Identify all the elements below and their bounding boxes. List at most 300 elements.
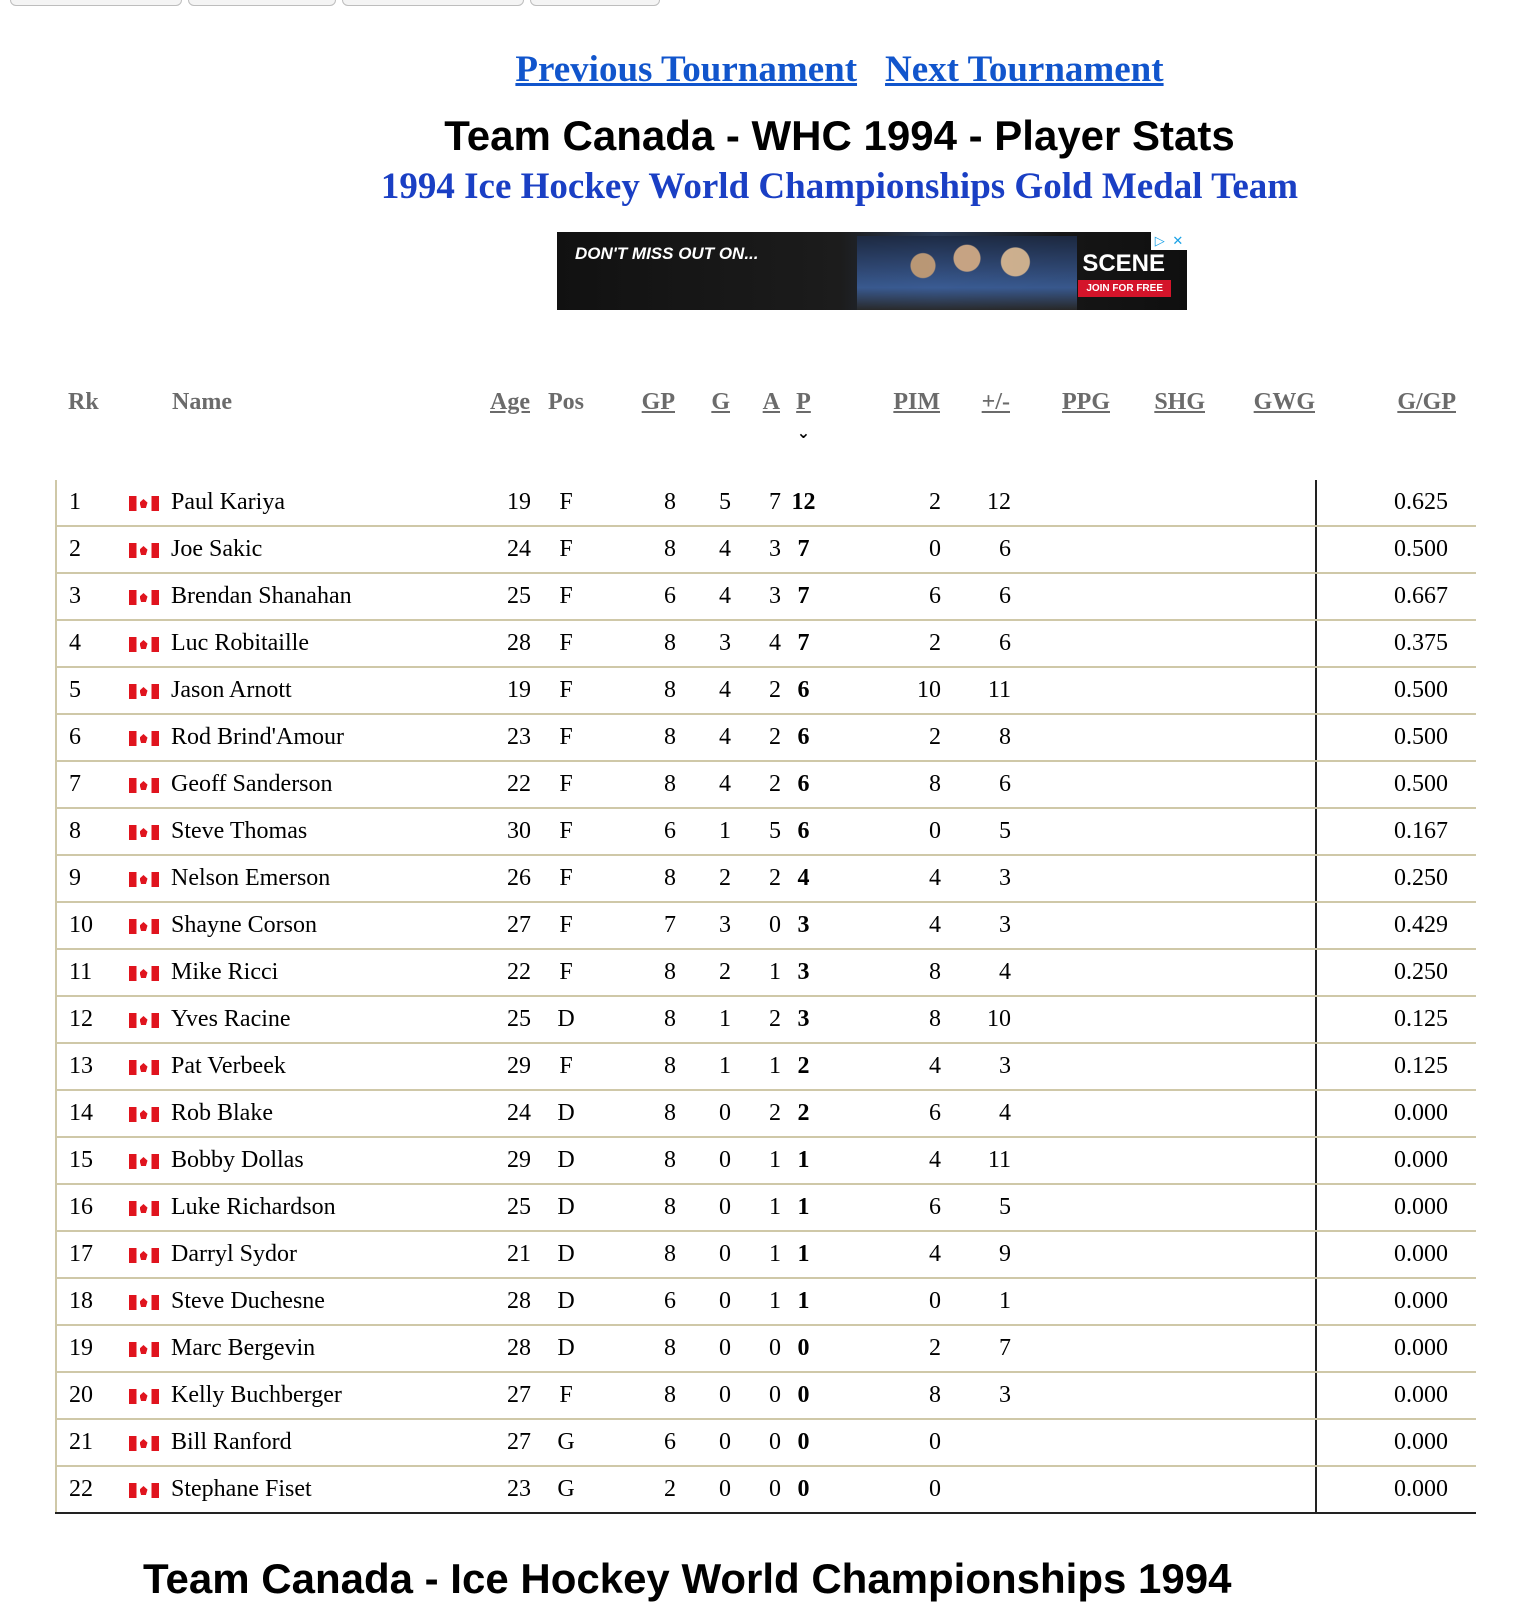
cell-player-name: Shayne Corson (171, 902, 471, 949)
cell-age: 29 (471, 1137, 531, 1184)
cell-ppg (1011, 1278, 1111, 1325)
cell-rk: 21 (56, 1419, 116, 1466)
ad-controls (1151, 232, 1187, 250)
cell-g: 1 (676, 808, 731, 855)
cell-pim: 2 (826, 620, 941, 667)
cell-shg (1111, 714, 1206, 761)
ad-close-icon[interactable]: ✕ (1172, 233, 1184, 249)
cell-gwg (1206, 902, 1316, 949)
cell-g: 0 (676, 1137, 731, 1184)
canada-flag-icon (129, 684, 159, 699)
cell-points: 2 (781, 1043, 826, 1090)
cell-pim: 0 (826, 1419, 941, 1466)
cell-g: 0 (676, 1231, 731, 1278)
canada-flag-icon (129, 590, 159, 605)
canada-flag-icon (129, 1060, 159, 1075)
col-flag (116, 375, 171, 480)
cell-age: 26 (471, 855, 531, 902)
canada-flag-icon (129, 1483, 159, 1498)
cell-player-name: Steve Thomas (171, 808, 471, 855)
cell-flag (116, 573, 171, 620)
cell-rk: 17 (56, 1231, 116, 1278)
cell-a: 2 (731, 1090, 781, 1137)
cell-flag (116, 480, 171, 526)
cell-pos: F (531, 1043, 601, 1090)
top-tab-strip (10, 0, 660, 6)
cell-gp: 6 (601, 1278, 676, 1325)
cell-flag (116, 761, 171, 808)
cell-a: 4 (731, 620, 781, 667)
cell-player-name: Joe Sakic (171, 526, 471, 573)
cell-points: 0 (781, 1466, 826, 1513)
cell-points: 3 (781, 949, 826, 996)
cell-gp: 8 (601, 855, 676, 902)
cell-rk: 9 (56, 855, 116, 902)
cell-gp: 8 (601, 1137, 676, 1184)
cell-player-name: Yves Racine (171, 996, 471, 1043)
cell-player-name: Darryl Sydor (171, 1231, 471, 1278)
cell-gwg (1206, 573, 1316, 620)
cell-a: 0 (731, 1372, 781, 1419)
cell-gwg (1206, 808, 1316, 855)
cell-ppg (1011, 480, 1111, 526)
cell-g: 5 (676, 480, 731, 526)
cell-plus-minus: 6 (941, 573, 1011, 620)
cell-g: 2 (676, 949, 731, 996)
col-g[interactable]: G (711, 389, 730, 415)
cell-a: 2 (731, 761, 781, 808)
cell-pim: 4 (826, 1231, 941, 1278)
cell-player-name: Marc Bergevin (171, 1325, 471, 1372)
cell-pim: 4 (826, 902, 941, 949)
cell-rk: 2 (56, 526, 116, 573)
table-header-row (56, 375, 1476, 480)
cell-ppg (1011, 573, 1111, 620)
cell-rk: 7 (56, 761, 116, 808)
cell-plus-minus: 4 (941, 949, 1011, 996)
cell-g-per-gp: 0.000 (1316, 1184, 1476, 1231)
cell-gwg (1206, 1231, 1316, 1278)
col-pos: Pos (548, 389, 584, 415)
cell-pos: D (531, 1184, 601, 1231)
cell-pim: 0 (826, 526, 941, 573)
section-title: Team Canada - Ice Hockey World Championships 1994 (143, 1555, 1232, 1602)
cell-pos: F (531, 480, 601, 526)
cell-points: 7 (781, 526, 826, 573)
cell-pim: 4 (826, 1043, 941, 1090)
cell-a: 2 (731, 996, 781, 1043)
cell-player-name: Rob Blake (171, 1090, 471, 1137)
col-g-per-gp[interactable]: G/GP (1397, 389, 1456, 415)
next-tournament-link[interactable]: Next Tournament (885, 49, 1164, 90)
cell-flag (116, 996, 171, 1043)
canada-flag-icon (129, 919, 159, 934)
col-gp[interactable]: GP (641, 389, 675, 415)
cell-age: 19 (471, 480, 531, 526)
cell-age: 28 (471, 620, 531, 667)
cell-age: 27 (471, 1372, 531, 1419)
cell-g-per-gp: 0.000 (1316, 1419, 1476, 1466)
table-body (56, 480, 1476, 1513)
ad-banner[interactable] (557, 232, 1187, 310)
cell-pos: F (531, 902, 601, 949)
cell-pim: 6 (826, 1090, 941, 1137)
cell-g-per-gp: 0.667 (1316, 573, 1476, 620)
cell-points: 2 (781, 1090, 826, 1137)
col-rk: Rk (68, 389, 99, 415)
cell-plus-minus: 12 (941, 480, 1011, 526)
cell-g: 1 (676, 996, 731, 1043)
table-row (56, 1137, 1476, 1184)
cell-ppg (1011, 855, 1111, 902)
cell-age: 25 (471, 996, 531, 1043)
cell-plus-minus (941, 1466, 1011, 1513)
cell-plus-minus: 1 (941, 1278, 1011, 1325)
cell-flag (116, 855, 171, 902)
cell-player-name: Nelson Emerson (171, 855, 471, 902)
cell-a: 2 (731, 855, 781, 902)
cell-g-per-gp: 0.125 (1316, 996, 1476, 1043)
cell-gp: 8 (601, 949, 676, 996)
cell-player-name: Mike Ricci (171, 949, 471, 996)
cell-pos: D (531, 1325, 601, 1372)
cell-pos: D (531, 1278, 601, 1325)
cell-gp: 8 (601, 480, 676, 526)
cell-rk: 14 (56, 1090, 116, 1137)
cell-plus-minus: 11 (941, 667, 1011, 714)
cell-player-name: Rod Brind'Amour (171, 714, 471, 761)
cell-g: 0 (676, 1466, 731, 1513)
cell-gwg (1206, 667, 1316, 714)
cell-g: 4 (676, 761, 731, 808)
cell-gwg (1206, 620, 1316, 667)
page-subtitle: 1994 Ice Hockey World Championships Gold Medal Team (380, 166, 1299, 207)
ad-join-button[interactable]: JOIN FOR FREE (1078, 280, 1171, 297)
cell-pim: 8 (826, 1372, 941, 1419)
cell-flag (116, 526, 171, 573)
cell-rk: 19 (56, 1325, 116, 1372)
cell-points: 0 (781, 1372, 826, 1419)
table-row (56, 1419, 1476, 1466)
cell-points: 4 (781, 855, 826, 902)
cell-g-per-gp: 0.250 (1316, 855, 1476, 902)
cell-age: 22 (471, 949, 531, 996)
cell-rk: 10 (56, 902, 116, 949)
cell-age: 28 (471, 1325, 531, 1372)
cell-rk: 11 (56, 949, 116, 996)
canada-flag-icon (129, 1295, 159, 1310)
cell-g-per-gp: 0.000 (1316, 1466, 1476, 1513)
cell-flag (116, 1090, 171, 1137)
top-tab[interactable] (530, 0, 660, 6)
cell-plus-minus: 7 (941, 1325, 1011, 1372)
cell-a: 7 (731, 480, 781, 526)
cell-pim: 8 (826, 949, 941, 996)
cell-g-per-gp: 0.500 (1316, 667, 1476, 714)
table-row (56, 808, 1476, 855)
cell-pim: 2 (826, 1325, 941, 1372)
cell-shg (1111, 526, 1206, 573)
cell-a: 1 (731, 1184, 781, 1231)
cell-pos: F (531, 949, 601, 996)
ad-brand-logo: SCENE (1082, 250, 1165, 277)
cell-a: 3 (731, 526, 781, 573)
cell-gwg (1206, 1372, 1316, 1419)
cell-shg (1111, 808, 1206, 855)
cell-g-per-gp: 0.000 (1316, 1231, 1476, 1278)
cell-player-name: Geoff Sanderson (171, 761, 471, 808)
cell-g-per-gp: 0.500 (1316, 761, 1476, 808)
cell-rk: 5 (56, 667, 116, 714)
col-pim[interactable]: PIM (893, 389, 940, 415)
cell-plus-minus: 6 (941, 761, 1011, 808)
col-a[interactable]: A (762, 389, 780, 415)
cell-g: 4 (676, 573, 731, 620)
cell-gp: 6 (601, 1419, 676, 1466)
cell-pim: 4 (826, 855, 941, 902)
cell-player-name: Steve Duchesne (171, 1278, 471, 1325)
cell-shg (1111, 855, 1206, 902)
cell-gwg (1206, 1325, 1316, 1372)
cell-g: 0 (676, 1184, 731, 1231)
cell-shg (1111, 1419, 1206, 1466)
table-row (56, 667, 1476, 714)
cell-ppg (1011, 1231, 1111, 1278)
canada-flag-icon (129, 543, 159, 558)
cell-a: 2 (731, 714, 781, 761)
table-row (56, 855, 1476, 902)
cell-shg (1111, 1231, 1206, 1278)
cell-gwg (1206, 714, 1316, 761)
cell-gwg (1206, 1184, 1316, 1231)
col-plus-minus[interactable]: +/- (981, 389, 1010, 415)
cell-plus-minus (941, 1419, 1011, 1466)
canada-flag-icon (129, 1201, 159, 1216)
cell-ppg (1011, 1090, 1111, 1137)
col-gwg[interactable]: GWG (1253, 389, 1315, 415)
cell-player-name: Stephane Fiset (171, 1466, 471, 1513)
col-age[interactable]: Age (490, 389, 530, 415)
cell-player-name: Luke Richardson (171, 1184, 471, 1231)
col-shg[interactable]: SHG (1154, 389, 1205, 415)
cell-gwg (1206, 1419, 1316, 1466)
cell-rk: 18 (56, 1278, 116, 1325)
cell-gp: 6 (601, 573, 676, 620)
cell-age: 25 (471, 573, 531, 620)
cell-rk: 3 (56, 573, 116, 620)
top-tab[interactable] (10, 0, 182, 6)
cell-rk: 15 (56, 1137, 116, 1184)
cell-flag (116, 1278, 171, 1325)
cell-points: 1 (781, 1278, 826, 1325)
table-row (56, 1466, 1476, 1513)
cell-pos: D (531, 1231, 601, 1278)
cell-g-per-gp: 0.125 (1316, 1043, 1476, 1090)
cell-gwg (1206, 1043, 1316, 1090)
cell-age: 19 (471, 667, 531, 714)
cell-g-per-gp: 0.250 (1316, 949, 1476, 996)
cell-gp: 8 (601, 996, 676, 1043)
cell-pos: F (531, 808, 601, 855)
table-row (56, 1231, 1476, 1278)
cell-ppg (1011, 1184, 1111, 1231)
cell-pim: 0 (826, 1466, 941, 1513)
cell-flag (116, 667, 171, 714)
cell-shg (1111, 573, 1206, 620)
canada-flag-icon (129, 825, 159, 840)
cell-shg (1111, 480, 1206, 526)
cell-g-per-gp: 0.000 (1316, 1372, 1476, 1419)
cell-a: 5 (731, 808, 781, 855)
cell-ppg (1011, 1372, 1111, 1419)
player-stats-table (55, 375, 1476, 1514)
cell-flag (116, 1466, 171, 1513)
cell-a: 3 (731, 573, 781, 620)
canada-flag-icon (129, 731, 159, 746)
table-row (56, 996, 1476, 1043)
cell-flag (116, 1419, 171, 1466)
cell-age: 22 (471, 761, 531, 808)
cell-gwg (1206, 996, 1316, 1043)
cell-plus-minus: 3 (941, 1372, 1011, 1419)
cell-g: 0 (676, 1090, 731, 1137)
cell-ppg (1011, 620, 1111, 667)
cell-g: 4 (676, 526, 731, 573)
cell-rk: 1 (56, 480, 116, 526)
cell-gp: 8 (601, 620, 676, 667)
canada-flag-icon (129, 1107, 159, 1122)
ad-choices-icon[interactable]: ▷ (1154, 233, 1165, 249)
cell-pos: F (531, 573, 601, 620)
cell-ppg (1011, 667, 1111, 714)
cell-player-name: Pat Verbeek (171, 1043, 471, 1090)
cell-points: 0 (781, 1419, 826, 1466)
cell-plus-minus: 8 (941, 714, 1011, 761)
cell-g: 4 (676, 714, 731, 761)
table-row (56, 480, 1476, 526)
cell-gwg (1206, 949, 1316, 996)
cell-ppg (1011, 808, 1111, 855)
cell-plus-minus: 3 (941, 855, 1011, 902)
cell-pos: D (531, 996, 601, 1043)
cell-ppg (1011, 1043, 1111, 1090)
canada-flag-icon (129, 872, 159, 887)
cell-plus-minus: 3 (941, 902, 1011, 949)
cell-ppg (1011, 1419, 1111, 1466)
cell-age: 25 (471, 1184, 531, 1231)
cell-shg (1111, 996, 1206, 1043)
cell-pos: F (531, 855, 601, 902)
cell-pos: G (531, 1419, 601, 1466)
cell-points: 6 (781, 667, 826, 714)
cell-a: 1 (731, 1278, 781, 1325)
col-ppg[interactable]: PPG (1062, 389, 1110, 415)
canada-flag-icon (129, 496, 159, 511)
cell-points: 12 (781, 480, 826, 526)
cell-points: 3 (781, 996, 826, 1043)
cell-flag (116, 1043, 171, 1090)
cell-rk: 22 (56, 1466, 116, 1513)
cell-g: 3 (676, 902, 731, 949)
cell-plus-minus: 6 (941, 620, 1011, 667)
cell-points: 1 (781, 1231, 826, 1278)
table-row (56, 1184, 1476, 1231)
cell-g: 3 (676, 620, 731, 667)
cell-flag (116, 1231, 171, 1278)
cell-pim: 10 (826, 667, 941, 714)
cell-gp: 8 (601, 1184, 676, 1231)
cell-pos: D (531, 1090, 601, 1137)
cell-plus-minus: 9 (941, 1231, 1011, 1278)
table-row (56, 620, 1476, 667)
cell-points: 1 (781, 1184, 826, 1231)
cell-age: 30 (471, 808, 531, 855)
cell-gp: 7 (601, 902, 676, 949)
cell-a: 0 (731, 1325, 781, 1372)
previous-tournament-link[interactable]: Previous Tournament (515, 49, 858, 90)
cell-gwg (1206, 1090, 1316, 1137)
cell-pos: D (531, 1137, 601, 1184)
cell-age: 27 (471, 902, 531, 949)
col-p[interactable] (781, 375, 826, 480)
table-row (56, 1090, 1476, 1137)
cell-pos: F (531, 1372, 601, 1419)
cell-gp: 8 (601, 526, 676, 573)
table-row (56, 1278, 1476, 1325)
cell-g-per-gp: 0.000 (1316, 1325, 1476, 1372)
cell-gp: 8 (601, 1372, 676, 1419)
cell-player-name: Paul Kariya (171, 480, 471, 526)
table-row (56, 902, 1476, 949)
cell-ppg (1011, 526, 1111, 573)
cell-player-name: Brendan Shanahan (171, 573, 471, 620)
cell-points: 7 (781, 573, 826, 620)
cell-ppg (1011, 761, 1111, 808)
cell-age: 21 (471, 1231, 531, 1278)
cell-pos: F (531, 526, 601, 573)
cell-flag (116, 714, 171, 761)
tournament-nav (0, 48, 1519, 91)
top-tab[interactable] (342, 0, 524, 6)
cell-ppg (1011, 949, 1111, 996)
cell-plus-minus: 5 (941, 808, 1011, 855)
table-row (56, 949, 1476, 996)
col-p-label: P (796, 389, 811, 415)
table-row (56, 573, 1476, 620)
cell-points: 3 (781, 902, 826, 949)
cell-plus-minus: 10 (941, 996, 1011, 1043)
cell-age: 23 (471, 714, 531, 761)
cell-points: 6 (781, 761, 826, 808)
cell-flag (116, 1184, 171, 1231)
cell-pos: F (531, 620, 601, 667)
cell-shg (1111, 1325, 1206, 1372)
cell-rk: 6 (56, 714, 116, 761)
top-tab[interactable] (188, 0, 336, 6)
cell-ppg (1011, 714, 1111, 761)
cell-g-per-gp: 0.500 (1316, 526, 1476, 573)
cell-points: 1 (781, 1137, 826, 1184)
cell-pim: 0 (826, 1278, 941, 1325)
cell-ppg (1011, 996, 1111, 1043)
cell-rk: 12 (56, 996, 116, 1043)
cell-g: 0 (676, 1419, 731, 1466)
cell-a: 2 (731, 667, 781, 714)
table-row (56, 761, 1476, 808)
cell-g-per-gp: 0.375 (1316, 620, 1476, 667)
cell-a: 1 (731, 1043, 781, 1090)
cell-a: 0 (731, 902, 781, 949)
